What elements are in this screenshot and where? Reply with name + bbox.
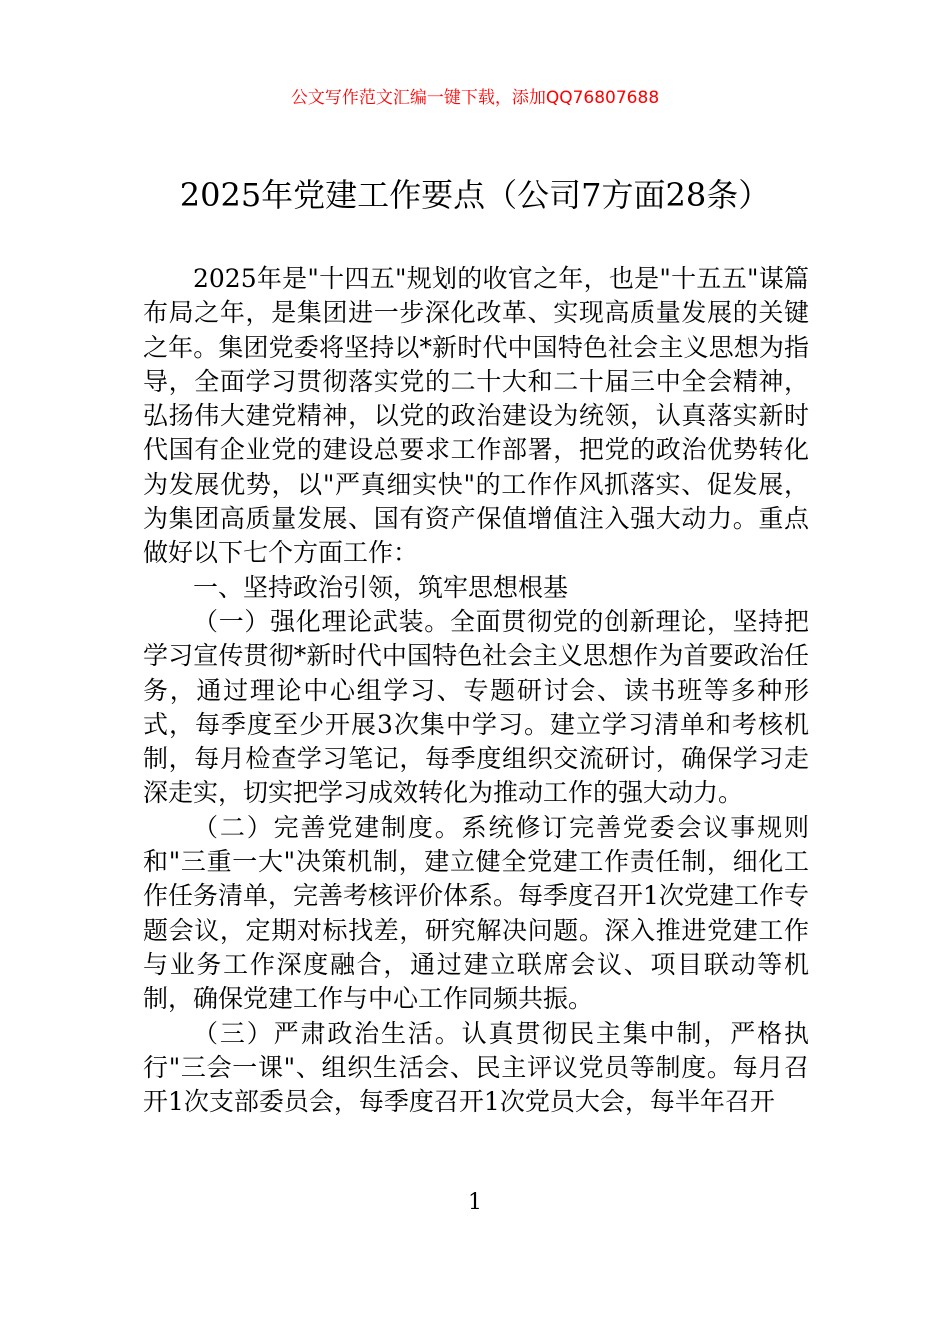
- header-download-note: 公文写作范文汇编一键下载，添加QQ76807688: [290, 88, 660, 108]
- section-heading-1: 一、坚持政治引领，筑牢思想根基: [193, 572, 569, 602]
- intro-paragraph: 2025年是"十四五"规划的收官之年，也是"十五五"谋篇布局之年，是集团进一步深化改革、实现高质量发展的关键之年。集团党委将坚持以*新时代中国特色社会主义思想为指导，全面学习贯彻落实党的二十大和二十届三中全会精神，弘扬伟大建党精神，以党的政治建设为统领，认真落实新时代国有企业党的建设总要求工作部署，把党的政治优势转化为发展优势，以"严真细实快"的工作作风抓落实、促发展，为集团高质量发展、国有资产保值增值注入强大动力。重点做好以下七个方面工作：: [143, 264, 809, 568]
- page-number: 1: [468, 1190, 482, 1215]
- item-paragraph-2: （二）完善党建制度。系统修订完善党委会议事规则和"三重一大"决策机制，建立健全党建工作责任制，细化工作任务清单，完善考核评价体系。每季度召开1次党建工作专题会议，定期对标找差，研究解决问题。深入推进党建工作与业务工作深度融合，通过建立联席会议、项目联动等机制，确保党建工作与中心工作同频共振。: [143, 812, 809, 1014]
- document-title: 2025年党建工作要点（公司7方面28条）: [179, 176, 771, 214]
- item-paragraph-1: （一）强化理论武装。全面贯彻党的创新理论，坚持把学习宣传贯彻*新时代中国特色社会主义思想作为首要政治任务，通过理论中心组学习、专题研讨会、读书班等多种形式，每季度至少开展3次集中学习。建立学习清单和考核机制，每月检查学习笔记，每季度组织交流研讨，确保学习走深走实，切实把学习成效转化为推动工作的强大动力。: [143, 606, 809, 808]
- document-body: [143, 262, 809, 1119]
- item-paragraph-3: （三）严肃政治生活。认真贯彻民主集中制，严格执行"三会一课"、组织生活会、民主评议党员等制度。每月召开1次支部委员会，每季度召开1次党员大会，每半年召开: [143, 1018, 809, 1117]
